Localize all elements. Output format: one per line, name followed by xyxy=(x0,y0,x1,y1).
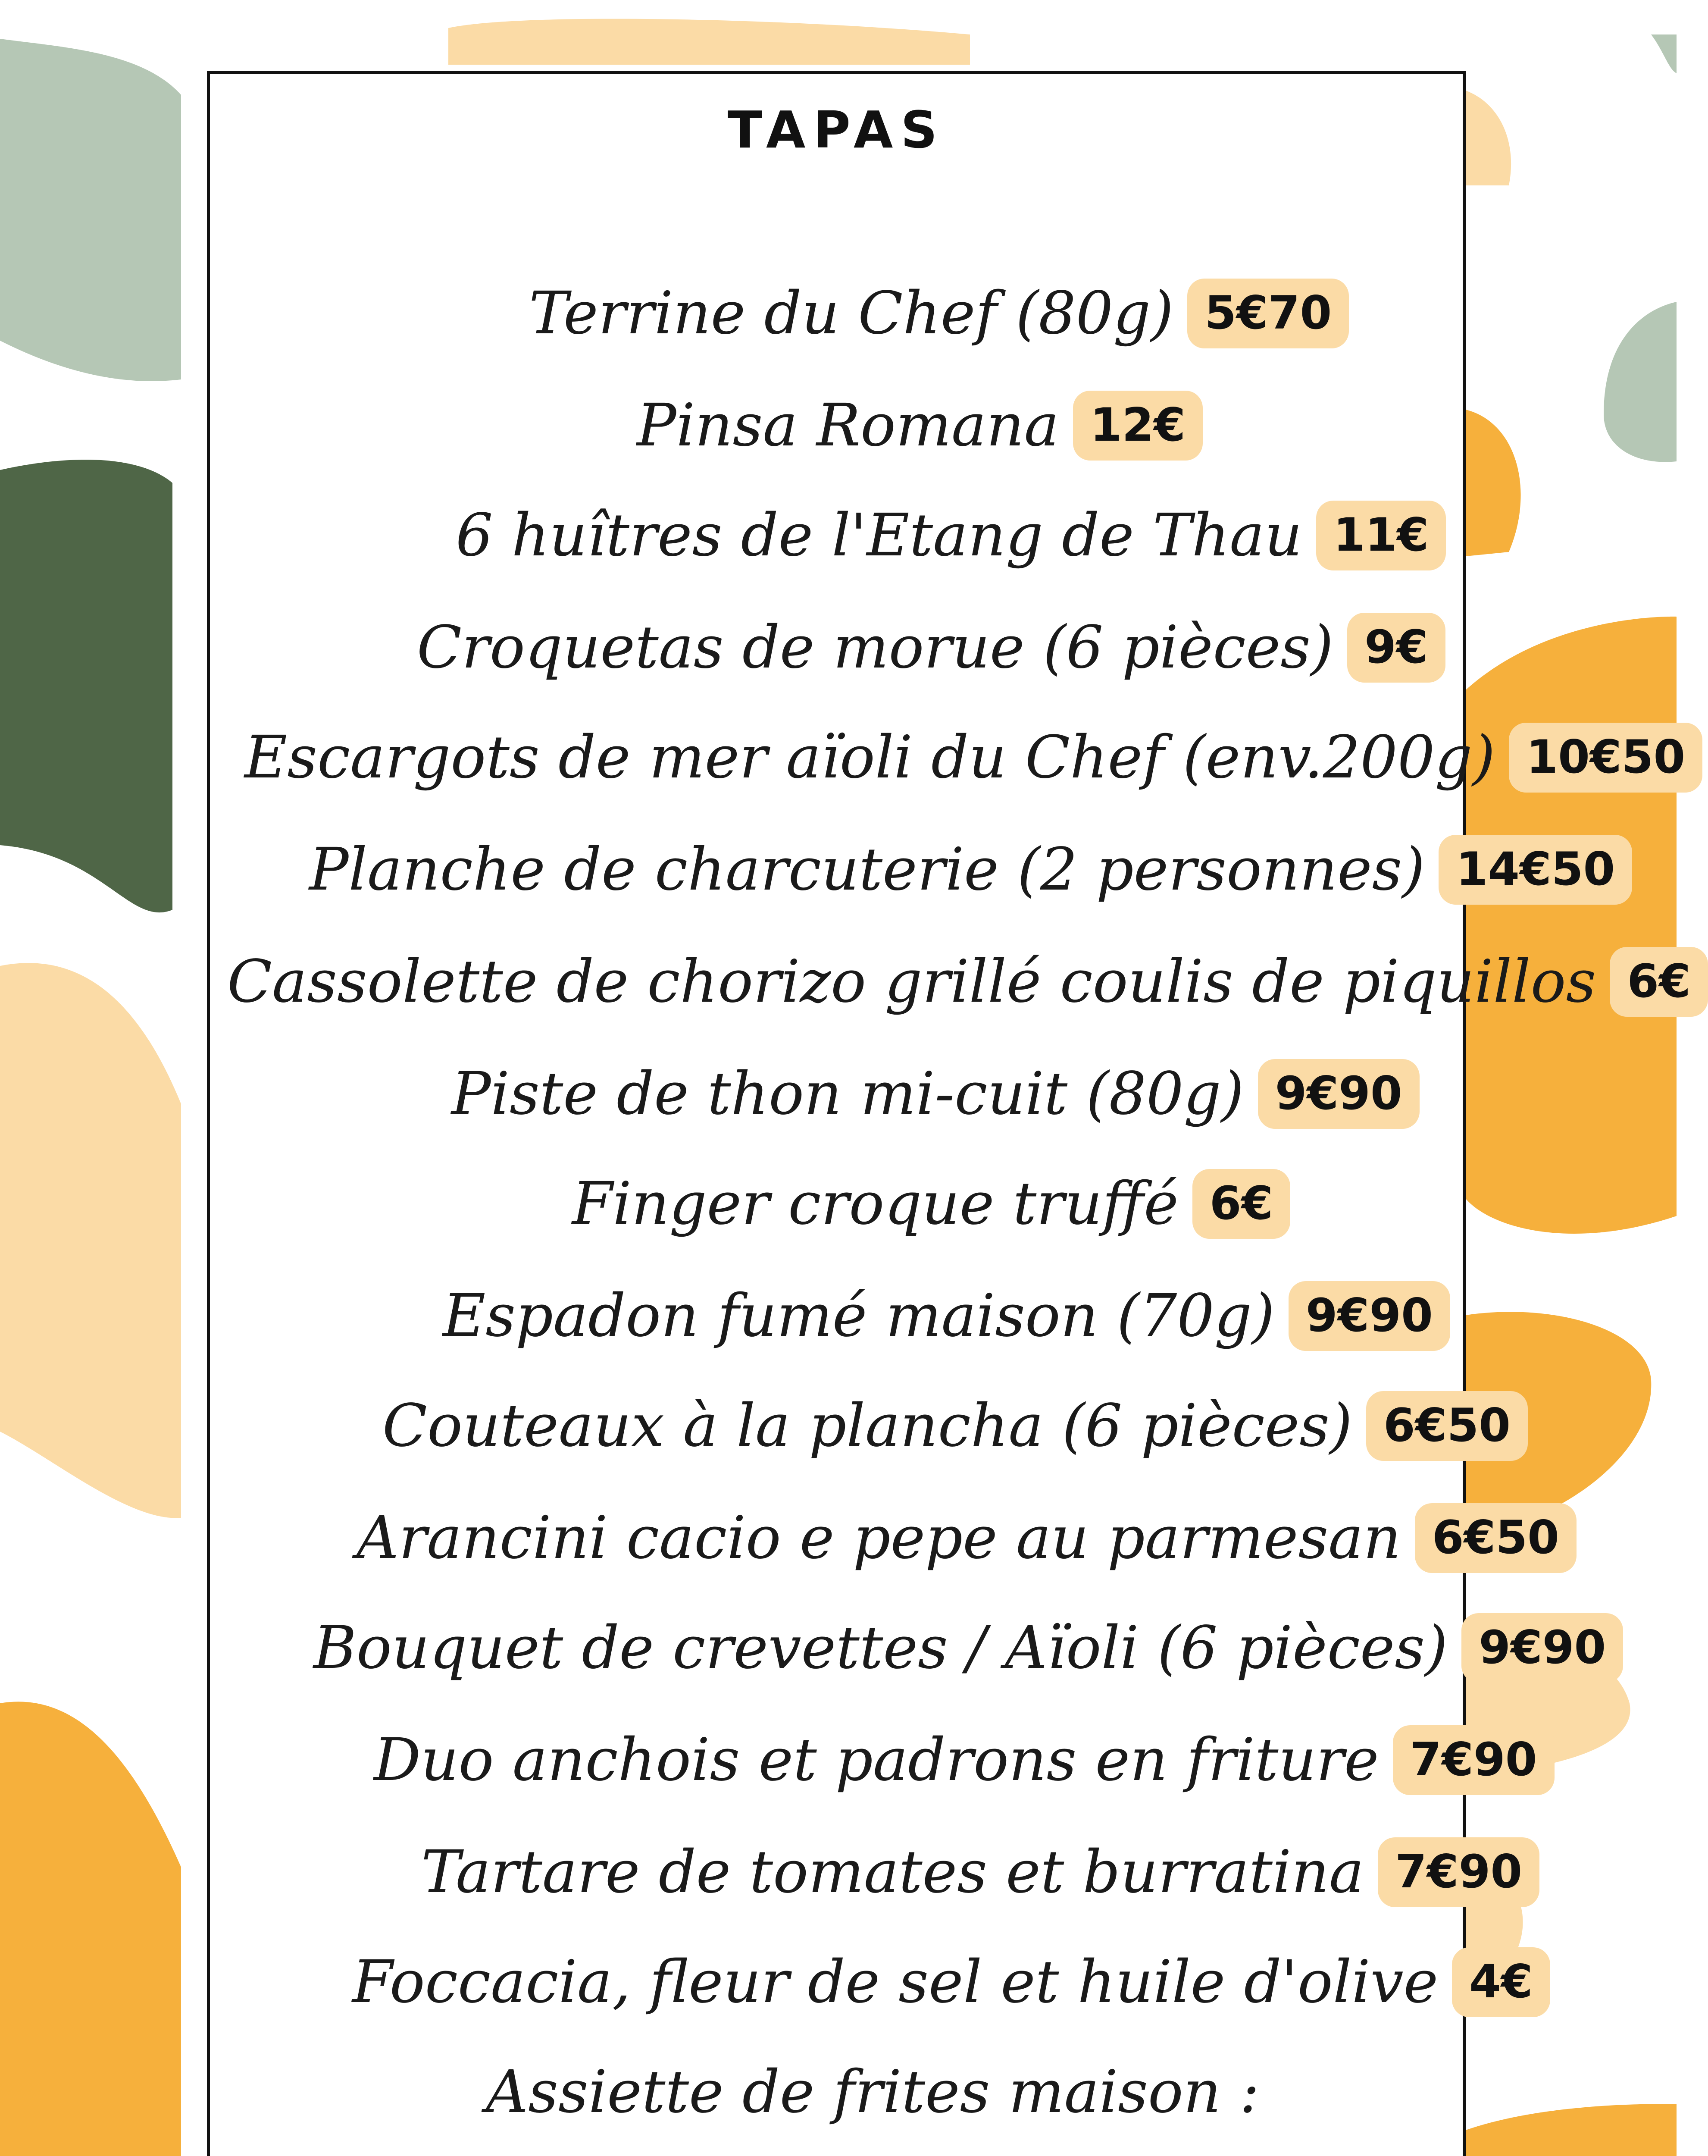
dish-name: Croquetas de morue (6 pièces) xyxy=(417,614,1334,682)
price-badge: 7€90 xyxy=(1393,1725,1555,1796)
dish-name: Couteaux à la plancha (6 pièces) xyxy=(382,1392,1353,1460)
menu-title: TAPAS xyxy=(727,100,945,160)
orange-blob-right-upper xyxy=(1466,410,1521,556)
sage-blob-top-left xyxy=(0,39,181,381)
price-badge: 5€70 xyxy=(1187,279,1349,349)
list-item xyxy=(374,1715,1555,1805)
peach-strip-top xyxy=(448,19,970,65)
list-item xyxy=(313,1603,1623,1693)
list-item xyxy=(227,937,1708,1027)
price-badge: 9€90 xyxy=(1258,1059,1420,1129)
dish-name: Duo anchois et padrons en friture xyxy=(374,1726,1379,1794)
list-item xyxy=(421,1827,1539,1918)
price-badge: 6€50 xyxy=(1415,1503,1577,1573)
dish-name: Cassolette de chorizo grillé coulis de piquillos xyxy=(227,948,1596,1016)
list-item xyxy=(637,380,1203,471)
price-badge: 12€ xyxy=(1073,391,1203,461)
orange-blob-right-large xyxy=(1466,617,1677,1234)
dish-name: Finger croque truffé xyxy=(572,1170,1179,1238)
dish-name: Tartare de tomates et burratina xyxy=(421,1838,1364,1906)
orange-blob-bottom-left xyxy=(0,1702,181,2156)
list-item xyxy=(352,1937,1550,2028)
list-item xyxy=(357,1493,1577,1583)
menu-frame xyxy=(207,71,1691,2156)
price-badge: 7€90 xyxy=(1378,1837,1539,1908)
list-item xyxy=(451,1049,1420,1139)
fries-heading-text: Assiette de frites maison : xyxy=(486,2058,1260,2126)
price-badge: 9€90 xyxy=(1461,1613,1623,1683)
orange-blob-bottom-right xyxy=(1466,2104,1677,2156)
price-badge: 9€ xyxy=(1347,613,1445,683)
sage-blob-top-right xyxy=(1604,34,1677,462)
list-item xyxy=(456,490,1446,581)
list-item xyxy=(572,1159,1290,1249)
dish-name: Foccacia, fleur de sel et huile d'olive xyxy=(352,1948,1439,2016)
price-badge: 11€ xyxy=(1316,501,1446,571)
dish-name: 6 huîtres de l'Etang de Thau xyxy=(456,501,1302,570)
fries-heading xyxy=(486,2047,1259,2137)
dish-name: Terrine du Chef (80g) xyxy=(529,279,1174,348)
list-item xyxy=(244,712,1702,803)
dish-name: Escargots de mer aïoli du Chef (env.200g) xyxy=(244,724,1495,792)
list-item xyxy=(529,268,1349,359)
list-item xyxy=(382,1381,1528,1471)
list-item xyxy=(417,602,1445,693)
peach-blob-right-upper xyxy=(1466,91,1511,185)
dish-name: Arancini cacio e pepe au parmesan xyxy=(357,1504,1401,1572)
dish-name: Bouquet de crevettes / Aïoli (6 pièces) xyxy=(313,1614,1448,1682)
dish-name: Piste de thon mi-cuit (80g) xyxy=(451,1060,1244,1128)
list-item xyxy=(443,1271,1450,1361)
price-badge: 6€50 xyxy=(1366,1391,1528,1461)
dish-name: Espadon fumé maison (70g) xyxy=(443,1282,1275,1350)
price-badge: 6€ xyxy=(1610,947,1708,1017)
price-badge: 14€50 xyxy=(1439,835,1632,905)
dish-name: Pinsa Romana xyxy=(637,392,1059,460)
peach-blob-left xyxy=(0,963,181,1518)
price-badge: 6€ xyxy=(1192,1169,1291,1239)
price-badge: 9€90 xyxy=(1289,1281,1450,1351)
dish-name: Planche de charcuterie (2 personnes) xyxy=(309,836,1425,904)
list-item xyxy=(309,824,1632,915)
price-badge: 4€ xyxy=(1452,1947,1550,2018)
price-badge: 10€50 xyxy=(1509,723,1702,793)
dark-green-blob-left xyxy=(0,460,172,912)
